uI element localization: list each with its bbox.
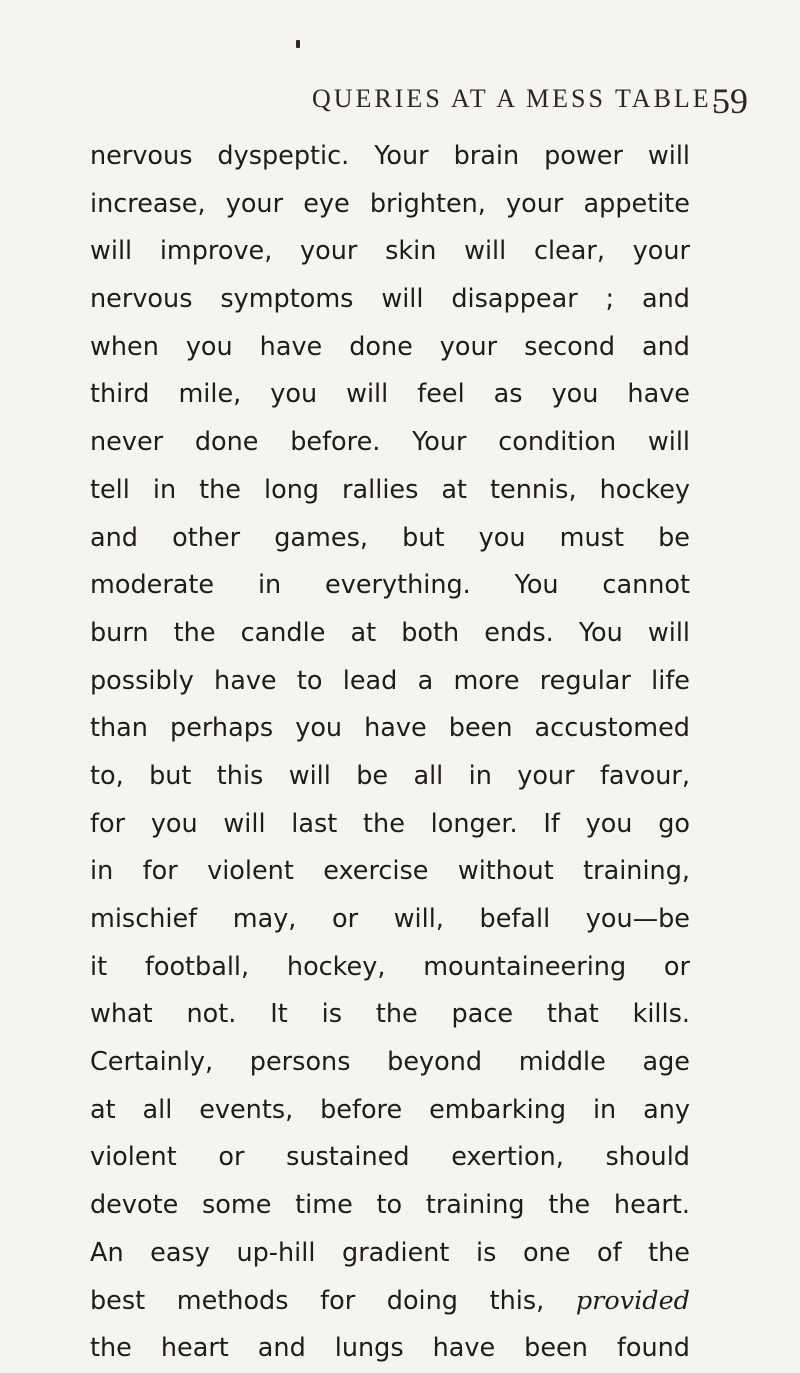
text-line: nervous dyspeptic. Your brain power will: [90, 141, 690, 171]
text-line: never done before. Your condition will: [90, 427, 690, 458]
text-line: when you have done your second and: [90, 331, 690, 362]
italic-word-provided: provided: [575, 1285, 690, 1316]
text-line: Certainly, persons beyond middle age: [90, 1047, 690, 1078]
text-line: moderate in everything. You cannot: [90, 570, 690, 601]
text-line: tell in the long rallies at tennis, hockey: [90, 474, 690, 505]
text-line: devote some time to training the heart.: [90, 1190, 690, 1221]
page-number: 59: [712, 81, 748, 121]
ink-speck: [296, 40, 300, 48]
text-line: mischief may, or will, befall you—be: [90, 904, 690, 934]
text-line: increase, your eye brighten, your appetite: [90, 188, 690, 219]
text-line: to, but this will be all in your favour,: [90, 760, 690, 791]
text-line: than perhaps you have been accustomed: [90, 713, 690, 744]
text-line: An easy up-hill gradient is one of the: [90, 1237, 690, 1268]
text-line: at all events, before embarking in any: [90, 1094, 690, 1125]
text-line-with-italic: [90, 1278, 690, 1326]
text-line: third mile, you will feel as you have: [90, 379, 690, 410]
line-text-before-italic: best methods for doing this,: [90, 1285, 576, 1316]
text-line: will improve, your skin will clear, your: [90, 236, 690, 267]
text-line: burn the candle at both ends. You will: [90, 617, 690, 648]
text-line: nervous symptoms will disappear ; and: [90, 284, 690, 315]
running-head: QUERIES AT A MESS TABLE.: [312, 84, 722, 113]
body-text: [90, 133, 690, 1373]
text-line: it football, hockey, mountaineering or: [90, 951, 690, 982]
text-line: violent or sustained exertion, should: [90, 1142, 690, 1173]
text-line: what not. It is the pace that kills.: [90, 999, 690, 1030]
text-line: the heart and lungs have been found: [90, 1333, 690, 1364]
text-line: in for violent exercise without training,: [90, 856, 690, 887]
text-line: possibly have to lead a more regular life: [90, 665, 690, 696]
text-line: and other games, but you must be: [90, 522, 690, 553]
text-line: for you will last the longer. If you go: [90, 808, 690, 839]
